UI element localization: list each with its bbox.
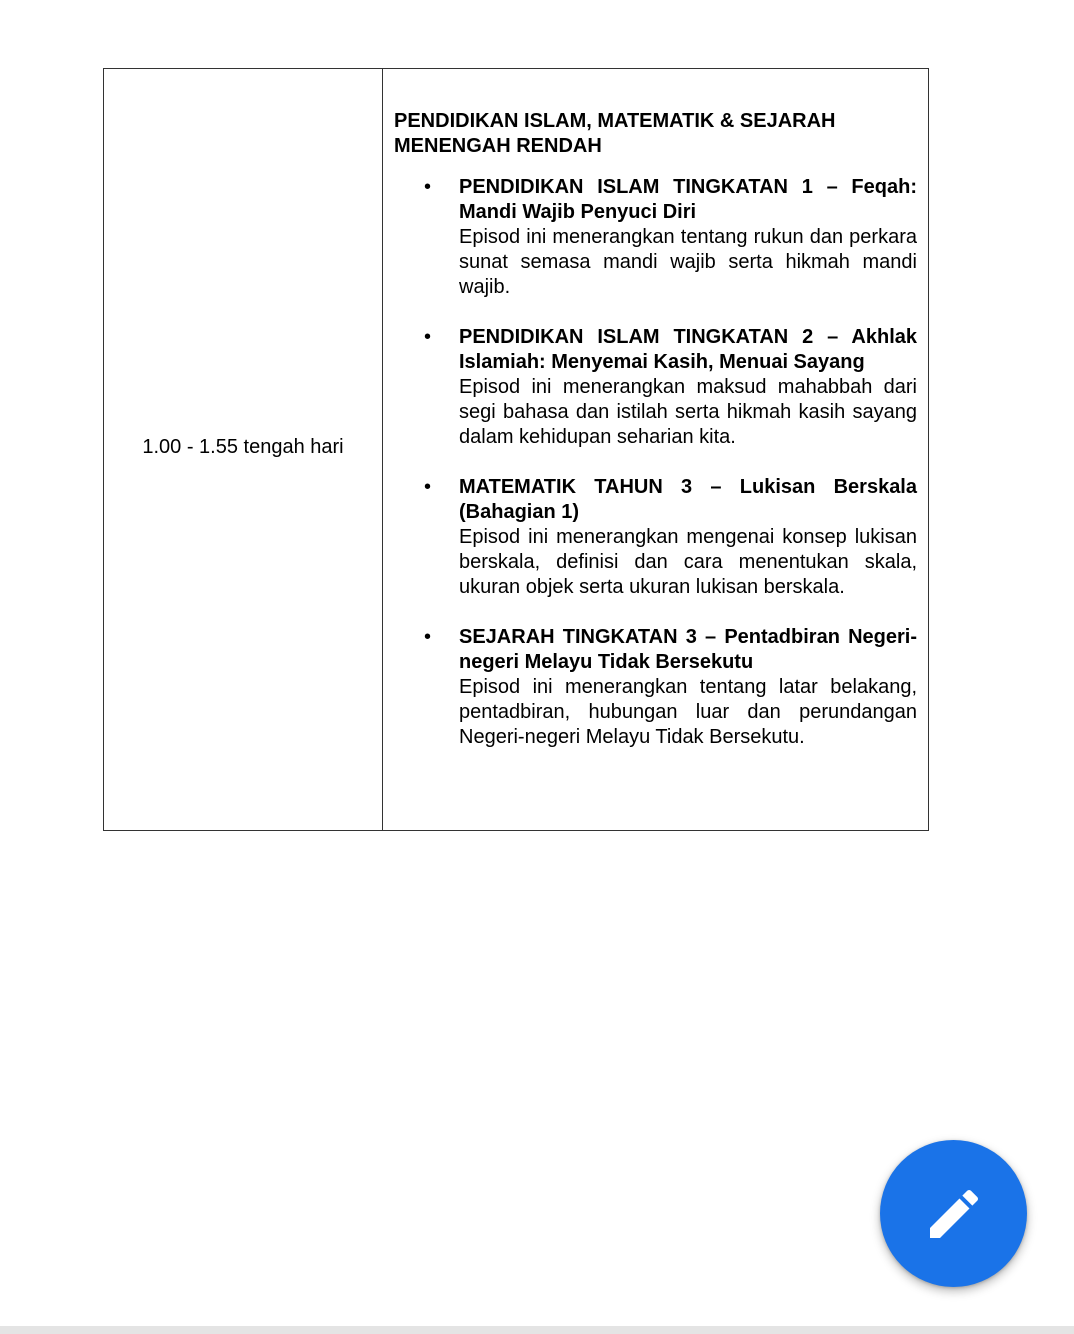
episode-title: SEJARAH TINGKATAN 3 – Pentadbiran Negeri-negeri Melayu Tidak Bersekutu bbox=[459, 626, 917, 673]
episode-title: MATEMATIK TAHUN 3 – Lukisan Berskala (Bahagian 1) bbox=[459, 476, 917, 523]
bullet-icon: • bbox=[424, 326, 432, 348]
episode-description: Episod ini menerangkan tentang rukun dan perkara sunat semasa mandi wajib serta hikmah mandi wajib. bbox=[459, 226, 917, 298]
edit-button[interactable] bbox=[880, 1140, 1027, 1287]
episode-title: PENDIDIKAN ISLAM TINGKATAN 1 – Feqah: Mandi Wajib Penyuci Diri bbox=[459, 176, 917, 223]
list-item bbox=[394, 625, 917, 750]
list-item bbox=[394, 475, 917, 600]
heading-line-1: PENDIDIKAN ISLAM, MATEMATIK & SEJARAH bbox=[394, 110, 836, 132]
section-heading bbox=[394, 109, 917, 159]
episode-title: PENDIDIKAN ISLAM TINGKATAN 2 – Akhlak Islamiah: Menyemai Kasih, Menuai Sayang bbox=[459, 326, 917, 373]
episode-description: Episod ini menerangkan mengenai konsep lukisan berskala, definisi dan cara menentukan skala, ukuran objek serta ukuran lukisan berskala. bbox=[459, 526, 917, 598]
bullet-icon: • bbox=[424, 476, 432, 498]
list-item bbox=[394, 175, 917, 300]
bottom-scroll-bar bbox=[0, 1326, 1074, 1334]
heading-line-2: MENENGAH RENDAH bbox=[394, 135, 602, 157]
bullet-icon: • bbox=[424, 176, 432, 198]
table-row bbox=[104, 69, 929, 831]
bullet-icon: • bbox=[424, 626, 432, 648]
schedule-table bbox=[103, 68, 929, 831]
content-cell bbox=[383, 69, 929, 831]
time-slot: 1.00 - 1.55 tengah hari bbox=[142, 436, 344, 458]
list-item bbox=[394, 325, 917, 450]
time-cell bbox=[104, 69, 383, 831]
episode-list bbox=[394, 175, 917, 750]
episode-description: Episod ini menerangkan tentang latar belakang, pentadbiran, hubungan luar dan perundangan Negeri-negeri Melayu Tidak Bersekutu. bbox=[459, 676, 917, 748]
episode-description: Episod ini menerangkan maksud mahabbah dari segi bahasa dan istilah serta hikmah kasih sayang dalam kehidupan seharian kita. bbox=[459, 376, 917, 448]
edit-pencil-icon bbox=[922, 1182, 986, 1246]
